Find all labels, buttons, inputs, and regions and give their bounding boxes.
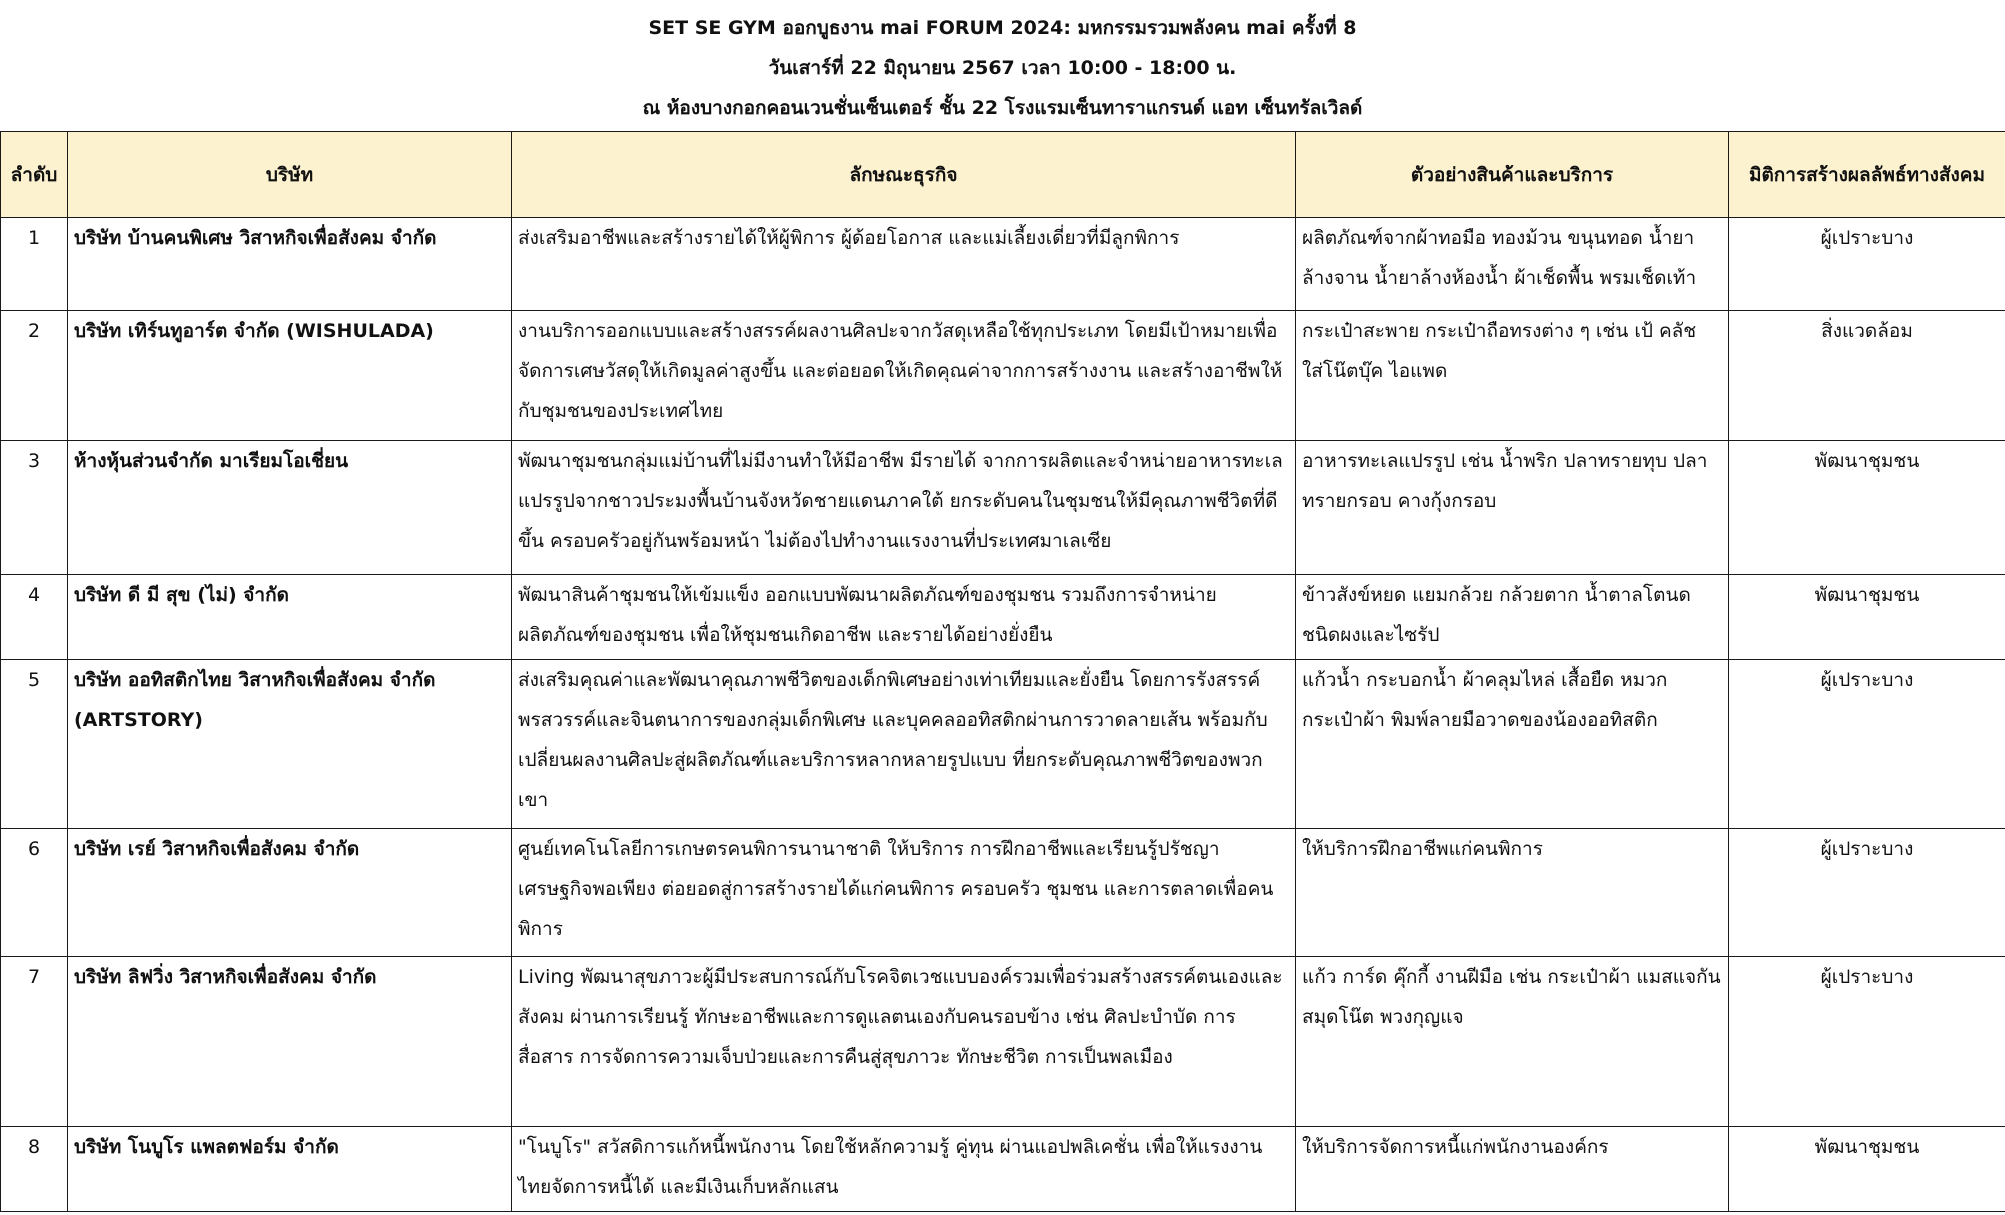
table-row (1, 311, 2005, 441)
row-number: 4 (1, 575, 68, 660)
social-impact: ผู้เปราะบาง (1729, 218, 2005, 311)
social-impact: ผู้เปราะบาง (1729, 660, 2005, 829)
companies-table (0, 131, 2005, 1212)
company-name: บริษัท ออทิสติกไทย วิสาหกิจเพื่อสังคม จำกัด (ARTSTORY) (68, 660, 512, 829)
social-impact: ผู้เปราะบาง (1729, 829, 2005, 957)
business-description: "โนบูโร" สวัสดิการแก้หนี้พนักงาน โดยใช้หลักความรู้ คู่ทุน ผ่านแอปพลิเคชั่น เพื่อให้แรงงานไทยจัดการหนี้ได้ และมีเงินเก็บหลักแสน (512, 1127, 1296, 1212)
table-row (1, 1127, 2005, 1212)
table-row (1, 829, 2005, 957)
company-name: บริษัท ลิฟวิ่ง วิสาหกิจเพื่อสังคม จำกัด (68, 957, 512, 1127)
social-impact: สิ่งแวดล้อม (1729, 311, 2005, 441)
event-date: วันเสาร์ที่ 22 มิถุนายน 2567 เวลา 10:00 - 18:00 น. (768, 57, 1237, 79)
row-number: 8 (1, 1127, 68, 1212)
products-services: ผลิตภัณฑ์จากผ้าทอมือ ทองม้วน ขนุนทอด น้ำยาล้างจาน น้ำยาล้างห้องน้ำ ผ้าเช็ดพื้น พรมเช็ดเท้า (1296, 218, 1729, 311)
table-row (1, 218, 2005, 311)
event-title: SET SE GYM ออกบูธงาน mai FORUM 2024: มหกรรมรวมพลังคน mai ครั้งที่ 8 (648, 17, 1357, 39)
event-venue: ณ ห้องบางกอกคอนเวนชั่นเซ็นเตอร์ ชั้น 22 โรงแรมเซ็นทาราแกรนด์ แอท เซ็นทรัลเวิลด์ (642, 97, 1363, 119)
business-description: Living พัฒนาสุขภาวะผู้มีประสบการณ์กับโรคจิตเวชแบบองค์รวมเพื่อร่วมสร้างสรรค์ตนเองและสังคม ผ่านการเรียนรู้ ทักษะอาชีพและการดูแลตนเองกับคนรอบข้าง เช่น ศิลปะบำบัด การสื่อสาร การจัดการความเจ็บป่วยและการคืนสู่สุขภาวะ ทักษะชีวิต การเป็นพลเมือง (512, 957, 1296, 1127)
business-description: ส่งเสริมอาชีพและสร้างรายได้ให้ผู้พิการ ผู้ด้อยโอกาส และแม่เลี้ยงเดี่ยวที่มีลูกพิการ (512, 218, 1296, 311)
products-services: ให้บริการจัดการหนี้แก่พนักงานองค์กร (1296, 1127, 1729, 1212)
company-name: บริษัท บ้านคนพิเศษ วิสาหกิจเพื่อสังคม จำกัด (68, 218, 512, 311)
products-services: แก้ว การ์ด คุ๊กกี้ งานฝีมือ เช่น กระเป๋าผ้า แมสแจกัน สมุดโน๊ต พวงกุญแจ (1296, 957, 1729, 1127)
products-services: ข้าวสังข์หยด แยมกล้วย กล้วยตาก น้ำตาลโตนดชนิดผงและไซรัป (1296, 575, 1729, 660)
table-header-row (1, 132, 2005, 218)
business-description: ศูนย์เทคโนโลยีการเกษตรคนพิการนานาชาติ ให้บริการ การฝึกอาชีพและเรียนรู้ปรัชญาเศรษฐกิจพอเพียง ต่อยอดสู่การสร้างรายได้แก่คนพิการ ครอบครัว ชุมชน และการตลาดเพื่อคนพิการ (512, 829, 1296, 957)
social-impact: พัฒนาชุมชน (1729, 1127, 2005, 1212)
column-header-business: ลักษณะธุรกิจ (512, 132, 1296, 218)
row-number: 7 (1, 957, 68, 1127)
social-impact: พัฒนาชุมชน (1729, 575, 2005, 660)
products-services: อาหารทะเลแปรรูป เช่น น้ำพริก ปลาทรายทุบ ปลาทรายกรอบ คางกุ้งกรอบ (1296, 441, 1729, 575)
products-services: ให้บริการฝึกอาชีพแก่คนพิการ (1296, 829, 1729, 957)
document-header (0, 8, 2005, 128)
business-description: พัฒนาชุมชนกลุ่มแม่บ้านที่ไม่มีงานทำให้มีอาชีพ มีรายได้ จากการผลิตและจำหน่ายอาหารทะเลแปรรูปจากชาวประมงพื้นบ้านจังหวัดชายแดนภาคใต้ ยกระดับคนในชุมชนให้มีคุณภาพชีวิตที่ดีขึ้น ครอบครัวอยู่กันพร้อมหน้า ไม่ต้องไปทำงานแรงงานที่ประเทศมาเลเซีย (512, 441, 1296, 575)
table-row (1, 660, 2005, 829)
products-services: แก้วน้ำ กระบอกน้ำ ผ้าคลุมไหล่ เสื้อยืด หมวก กระเป๋าผ้า พิมพ์ลายมือวาดของน้องออทิสติก (1296, 660, 1729, 829)
column-header-products: ตัวอย่างสินค้าและบริการ (1296, 132, 1729, 218)
company-name: ห้างหุ้นส่วนจำกัด มาเรียมโอเชี่ยน (68, 441, 512, 575)
row-number: 3 (1, 441, 68, 575)
social-impact: พัฒนาชุมชน (1729, 441, 2005, 575)
table-row (1, 441, 2005, 575)
column-header-company: บริษัท (68, 132, 512, 218)
row-number: 6 (1, 829, 68, 957)
row-number: 2 (1, 311, 68, 441)
products-services: กระเป๋าสะพาย กระเป๋าถือทรงต่าง ๆ เช่น เป้ คลัช ใส่โน๊ตบุ๊ค ไอแพด (1296, 311, 1729, 441)
business-description: งานบริการออกแบบและสร้างสรรค์ผลงานศิลปะจากวัสดุเหลือใช้ทุกประเภท โดยมีเป้าหมายเพื่อจัดการเศษวัสดุให้เกิดมูลค่าสูงขึ้น และต่อยอดให้เกิดคุณค่าจากการสร้างงาน และสร้างอาชีพให้กับชุมชนของประเทศไทย (512, 311, 1296, 441)
table-row (1, 957, 2005, 1127)
company-name: บริษัท โนบูโร แพลตฟอร์ม จำกัด (68, 1127, 512, 1212)
business-description: พัฒนาสินค้าชุมชนให้เข้มแข็ง ออกแบบพัฒนาผลิตภัณฑ์ของชุมชน รวมถึงการจำหน่ายผลิตภัณฑ์ของชุมชน เพื่อให้ชุมชนเกิดอาชีพ และรายได้อย่างยั่งยืน (512, 575, 1296, 660)
company-name: บริษัท เรย์ วิสาหกิจเพื่อสังคม จำกัด (68, 829, 512, 957)
business-description: ส่งเสริมคุณค่าและพัฒนาคุณภาพชีวิตของเด็กพิเศษอย่างเท่าเทียมและยั่งยืน โดยการรังสรรค์ พรสวรรค์และจินตนาการของกลุ่มเด็กพิเศษ และบุคคลออทิสติกผ่านการวาดลายเส้น พร้อมกับเปลี่ยนผลงานศิลปะสู่ผลิตภัณฑ์และบริการหลากหลายรูปแบบ ที่ยกระดับคุณภาพชีวิตของพวกเขา (512, 660, 1296, 829)
social-impact: ผู้เปราะบาง (1729, 957, 2005, 1127)
company-name: บริษัท ดี มี สุข (ไม่) จำกัด (68, 575, 512, 660)
row-number: 1 (1, 218, 68, 311)
column-header-no: ลำดับ (1, 132, 68, 218)
row-number: 5 (1, 660, 68, 829)
company-name: บริษัท เทิร์นทูอาร์ต จำกัด (WISHULADA) (68, 311, 512, 441)
table-row (1, 575, 2005, 660)
column-header-impact: มิติการสร้างผลลัพธ์ทางสังคม (1729, 132, 2005, 218)
